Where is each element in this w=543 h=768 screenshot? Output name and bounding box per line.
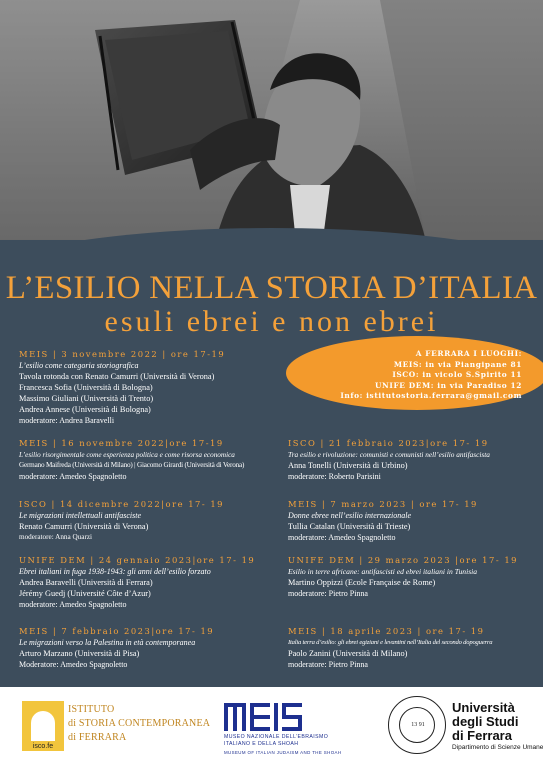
event-speaker: Anna Tonelli (Università di Urbino) [288, 461, 408, 470]
photo-illustration [0, 0, 543, 262]
unife-name [452, 701, 518, 743]
event-topic: Le migrazioni intellettuali antifasciste [19, 511, 141, 520]
event-speaker: Renato Camurri (Università di Verona) [19, 522, 149, 531]
page-subtitle: esuli ebrei e non ebrei [104, 305, 439, 338]
event-header: UNIFE DEM | 29 marzo 2023 |ore 17- 19 [288, 555, 518, 565]
event-header: MEIS | 7 febbraio 2023|ore 17- 19 [19, 626, 215, 636]
event-block [19, 555, 255, 610]
event-moderator: Moderatore: Amedeo Spagnoletto [19, 660, 128, 669]
unife-name-line: degli Studi [452, 714, 519, 729]
event-block [288, 626, 492, 670]
unife-department: Dipartimento di Scienze Umane [452, 744, 543, 751]
isco-name-line: ISTITUTO [68, 704, 115, 715]
isco-name-line: di STORIA CONTEMPORANEA [68, 718, 211, 729]
event-topic: Le migrazioni verso la Palestina in età contemporanea [19, 638, 196, 647]
info-line: A FERRARA I LUOGHI: [415, 349, 522, 358]
event-moderator: moderatore: Amedeo Spagnoletto [19, 472, 127, 481]
event-speaker: Paolo Zanini (Università di Milano) [288, 649, 408, 658]
event-header: UNIFE DEM | 24 gennaio 2023|ore 17- 19 [19, 555, 256, 565]
isco-logo-label: isco.fe [24, 743, 62, 750]
event-speaker: Tavola rotonda con Renato Camurri (Università di Verona) [19, 372, 215, 381]
info-line: UNIFE DEM: in via Paradiso 12 [374, 380, 522, 390]
isco-name-line: di FERRARA [68, 732, 127, 743]
event-header: ISCO | 21 febbraio 2023|ore 17- 19 [288, 438, 489, 448]
info-line: MEIS: in via Piangipane 81 [393, 359, 522, 369]
unife-name-line: Università [452, 700, 515, 715]
event-block [288, 499, 478, 543]
event-speaker: Arturo Marzano (Università di Pisa) [19, 649, 140, 658]
event-block [19, 499, 224, 543]
isco-logo-arch [31, 711, 55, 741]
meis-name-line: MUSEUM OF ITALIAN JUDAISM AND THE SHOAH [224, 750, 342, 755]
event-header: MEIS | 18 aprile 2023 | ore 17- 19 [288, 626, 485, 636]
event-block [288, 438, 490, 482]
unife-seal-year: 13 91 [411, 722, 425, 728]
event-header: ISCO | 14 dicembre 2022|ore 17- 19 [19, 499, 225, 509]
event-speaker: Andrea Baravelli (Università di Ferrara) [19, 578, 153, 587]
info-line: ISCO: in vicolo S.Spirito 11 [392, 370, 522, 380]
event-speaker: Jérémy Guedj (Université Côte d’Azur) [19, 589, 151, 598]
event-speaker: Tullia Catalan (Università di Trieste) [288, 522, 411, 531]
event-moderator: moderatore: Roberto Parisini [288, 472, 381, 481]
event-block [19, 626, 214, 670]
event-speaker: Massimo Giuliani (Università di Trento) [19, 394, 154, 403]
event-block [19, 349, 225, 426]
event-block [288, 555, 518, 599]
event-moderator: moderatore: Amedeo Spagnoletto [19, 600, 127, 609]
info-bubble-text [300, 349, 522, 402]
event-topic: Tra esilio e rivoluzione: comunisti e comunisti nell’esilio antifascista [288, 450, 490, 459]
event-block [19, 438, 244, 482]
event-topic: Donne ebree nell’esilio internazionale [288, 511, 412, 520]
isco-name [68, 703, 210, 745]
event-moderator: moderatore: Pietro Pinna [288, 660, 368, 669]
meis-name [224, 734, 341, 757]
event-header: MEIS | 16 novembre 2022|ore 17-19 [19, 438, 224, 448]
event-moderator: moderatore: Pietro Pinna [288, 589, 368, 598]
event-speaker: Andrea Annese (Università di Bologna) [19, 405, 151, 414]
event-header: MEIS | 7 marzo 2023 | ore 17- 19 [288, 499, 478, 509]
event-topic: Esilio in terre africane: antifascisti ed ebrei italiani in Tunisia [288, 567, 478, 576]
meis-name-line: MUSEO NAZIONALE DELL’EBRAISMO [224, 734, 329, 740]
event-topic: L’esilio come categoria storiografica [19, 361, 139, 370]
unife-name-line: di Ferrara [452, 728, 512, 743]
event-topic: L’esilio risorgimentale come esperienza politica e come risorsa economica [19, 451, 235, 459]
header-photo [0, 0, 543, 262]
meis-logo [224, 703, 320, 731]
event-topic: Italia terra d’esilio: gli ebrei egiziani e levantini nell’Italia del secondo dopoguerra [288, 639, 493, 646]
page-title: L’ESILIO NELLA STORIA D’ITALIA [5, 270, 538, 306]
event-topic: Ebrei italiani in fuga 1938-1943: gli anni dell’esilio forzato [19, 567, 211, 576]
event-header: MEIS | 3 novembre 2022 | ore 17-19 [19, 349, 226, 359]
event-moderator: moderatore: Amedeo Spagnoletto [288, 533, 396, 542]
event-speaker: Germano Maifreda (Università di Milano) | Giacomo Girardi (Università di Verona) [19, 461, 245, 469]
meis-name-line: ITALIANO E DELLA SHOAH [224, 740, 299, 747]
info-email[interactable]: Info: istitutostoria.ferrara@gmail.com [340, 391, 522, 401]
event-speaker: Francesca Sofia (Università di Bologna) [19, 383, 153, 392]
event-moderator: moderatore: Anna Quarzi [19, 533, 93, 541]
event-speaker: Martino Oppizzi (Ecole Française de Rome) [288, 578, 436, 587]
event-moderator: moderatore: Andrea Baravelli [19, 416, 115, 425]
